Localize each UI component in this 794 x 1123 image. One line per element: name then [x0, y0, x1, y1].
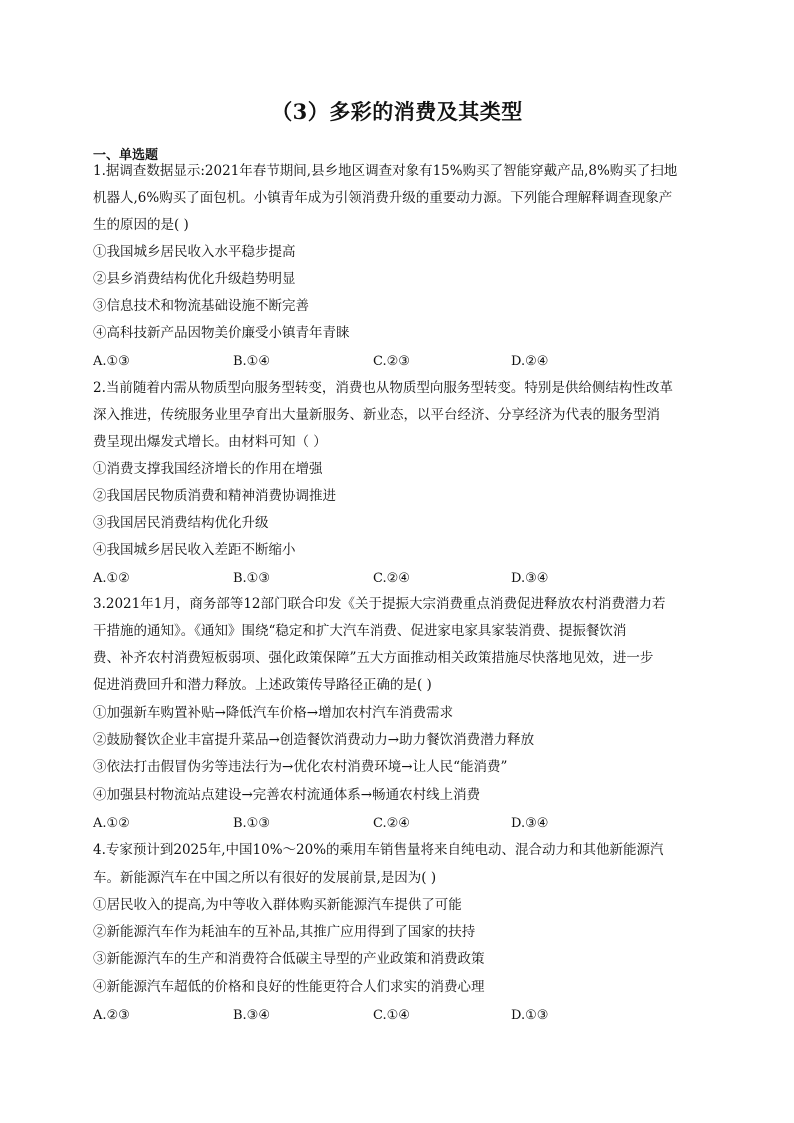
option-b: B.①④ [233, 354, 270, 369]
option-d: D.②④ [511, 354, 549, 369]
option-c: C.②④ [373, 816, 410, 831]
question-stem-line: 车。新能源汽车在中国之所以有很好的发展前景,是因为( ) [93, 870, 437, 886]
question-stem-line: 1.据调查数据显示:2021年春节期间,县乡地区调查对象有15%购买了智能穿戴产品,8%购买了扫地 [93, 163, 678, 179]
question-stem-line: 深入推进，传统服务业里孕育出大量新服务、新业态，以平台经济、分享经济为代表的服务型消 [93, 407, 660, 423]
option-d: D.③④ [511, 571, 549, 586]
question-item: ①消费支撑我国经济增长的作用在增强 [93, 461, 323, 477]
question-item: ②新能源汽车作为耗油车的互补品,其推广应用得到了国家的扶持 [93, 924, 476, 940]
option-c: C.②④ [373, 571, 410, 586]
question-stem-line: 费、补齐农村消费短板弱项、强化政策保障”五大方面推动相关政策措施尽快落地见效，进一步 [93, 650, 654, 666]
option-a: A.①② [93, 571, 130, 586]
question-stem-line: 3.2021年1月，商务部等12部门联合印发《关于提振大宗消费重点消费促进释放农村消费潜力若 [93, 596, 666, 612]
option-c: C.②③ [373, 354, 410, 369]
question-item: ④我国城乡居民收入差距不断缩小 [93, 542, 296, 558]
option-a: A.①② [93, 816, 130, 831]
question-stem-line: 干措施的通知》。《通知》围绕“稳定和扩大汽车消费、促进家电家具家装消费、提振餐饮消 [93, 623, 627, 639]
option-d: D.③④ [511, 816, 549, 831]
question-item: ②县乡消费结构优化升级趋势明显 [93, 271, 296, 287]
option-b: B.①③ [233, 816, 270, 831]
question-item: ③我国居民消费结构优化升级 [93, 515, 269, 531]
question-item: ①居民收入的提高,为中等收入群体购买新能源汽车提供了可能 [93, 897, 462, 913]
option-d: D.①③ [511, 1008, 549, 1023]
question-item: ④加强县村物流站点建设→完善农村流通体系→畅通农村线上消费 [93, 787, 481, 803]
question-stem-line: 4.专家预计到2025年,中国10%～20%的乘用车销售量将来自纯电动、混合动力和其他新能源汽 [93, 842, 664, 858]
question-item: ④高科技新产品因物美价廉受小镇青年青睐 [93, 325, 350, 341]
question-stem-line: 2.当前随着内需从物质型向服务型转变，消费也从物质型向服务型转变。特别是供给侧结构性改革 [93, 380, 673, 396]
section-heading: 一、单选题 [93, 148, 159, 163]
option-a: A.①③ [93, 354, 130, 369]
question-item: ②我国居民物质消费和精神消费协调推进 [93, 488, 336, 504]
question-item: ③信息技术和物流基础设施不断完善 [93, 298, 309, 314]
question-item: ②鼓励餐饮企业丰富提升菜品→创造餐饮消费动力→助力餐饮消费潜力释放 [93, 732, 535, 748]
question-stem-line: 促进消费回升和潜力释放。上述政策传导路径正确的是( ) [93, 677, 432, 693]
question-stem-line: 生的原因的是( ) [93, 217, 189, 233]
question-item: ①我国城乡居民收入水平稳步提高 [93, 244, 296, 260]
question-item: ③新能源汽车的生产和消费符合低碳主导型的产业政策和消费政策 [93, 951, 485, 967]
question-item: ①加强新车购置补贴→降低汽车价格→增加农村汽车消费需求 [93, 705, 454, 721]
question-item: ④新能源汽车超低的价格和良好的性能更符合人们求实的消费心理 [93, 979, 485, 995]
option-c: C.①④ [373, 1008, 410, 1023]
option-b: B.①③ [233, 571, 270, 586]
option-a: A.②③ [93, 1008, 130, 1023]
option-b: B.③④ [233, 1008, 270, 1023]
question-stem-line: 机器人,6%购买了面包机。小镇青年成为引领消费升级的重要动力源。下列能合理解释调查现象产 [93, 190, 673, 206]
question-item: ③依法打击假冒伪劣等违法行为→优化农村消费环境→让人民“能消费” [93, 759, 508, 775]
page-title: （3）多彩的消费及其类型 [271, 99, 523, 124]
question-stem-line: 费呈现出爆发式增长。由材料可知（ ） [93, 434, 327, 450]
